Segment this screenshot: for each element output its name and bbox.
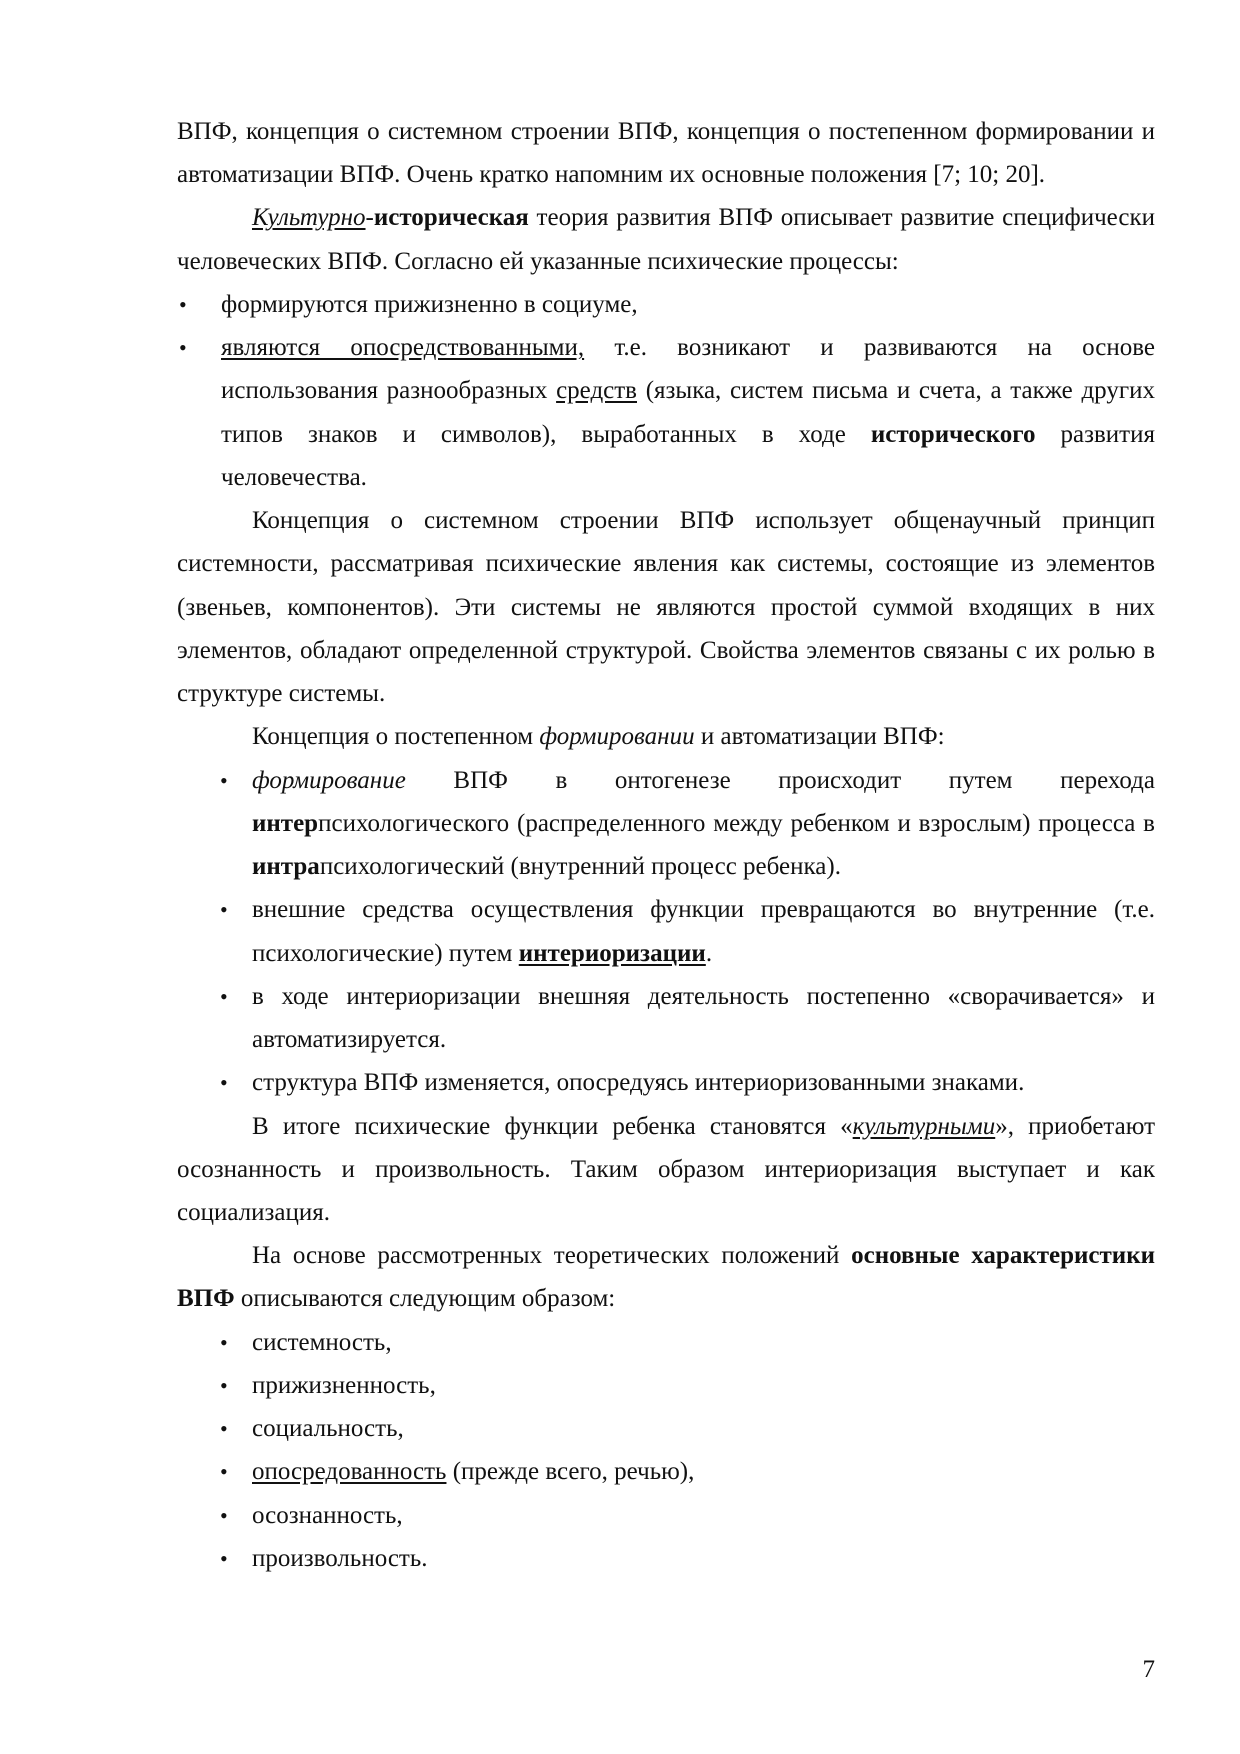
text-line: [252, 499, 1155, 542]
text-run: интер: [252, 809, 319, 837]
text-run: структуре системы.: [177, 680, 386, 708]
text-run: исторического: [870, 420, 1036, 448]
text-run: человечества.: [221, 463, 367, 491]
text-run: (языка, систем письма и счета, а также других: [637, 377, 1155, 405]
text-run: автоматизации ВПФ. Очень кратко напомним их основные положения [7; 10; 20].: [177, 161, 1046, 189]
text-line: [179, 326, 1155, 369]
bullet-icon: •: [220, 1329, 228, 1355]
bullet-icon: •: [179, 291, 187, 317]
text-run: культурными: [852, 1112, 996, 1140]
text-line: [220, 759, 1155, 802]
text-run: ВПФ, концепция о системном строении ВПФ, концепция о постепенном формировании и: [177, 118, 1155, 145]
text-line: [221, 369, 1155, 412]
text-line: [177, 586, 1155, 629]
text-run: человеческих ВПФ. Согласно ей указанные психические процессы:: [177, 247, 899, 275]
text-run: основные характеристики: [851, 1242, 1156, 1270]
text-line: [177, 1277, 1155, 1320]
text-line: [220, 975, 1155, 1018]
text-run: средств: [556, 377, 637, 405]
text-run: (звеньев, компонентов). Эти системы не являются простой суммой входящих в них: [177, 593, 1155, 621]
text-run: историческая: [373, 204, 529, 232]
text-run: внешние средства осуществления функции превращаются во внутренние (т.е.: [252, 896, 1155, 924]
text-run: Концепция о постепенном: [252, 723, 540, 751]
text-run: Концепция о системном строении ВПФ использует общенаучный принцип: [252, 507, 1155, 535]
bullet-icon: •: [220, 1372, 228, 1398]
text-run: структура ВПФ изменяется, опосредуясь интериоризованными знаками.: [252, 1069, 1025, 1097]
text-run: психологического (распределенного между ребенком и взрослым) процесса в: [318, 809, 1155, 837]
text-line: [177, 153, 1155, 196]
text-line: [177, 542, 1155, 585]
text-run: (прежде всего, речью),: [446, 1458, 695, 1486]
text-run: осознанность и произвольность. Таким образом интериоризация выступает и как: [177, 1155, 1155, 1183]
text-line: [177, 629, 1155, 672]
text-line: [252, 715, 1155, 758]
text-run: ВПФ в онтогенезе происходит путем перехода: [405, 766, 1155, 794]
text-run: социальность,: [252, 1415, 404, 1443]
text-run: ВПФ: [177, 1285, 235, 1313]
bullet-icon: •: [220, 1459, 228, 1485]
text-run: являются опосредствованными,: [221, 334, 585, 362]
bullet-icon: •: [220, 767, 228, 793]
text-run: Культурно: [252, 204, 366, 232]
text-run: психологический (внутренний процесс ребенка).: [319, 853, 841, 881]
text-run: и автоматизации ВПФ:: [694, 723, 945, 751]
bullet-icon: •: [220, 897, 228, 923]
text-run: -: [365, 204, 374, 232]
text-line: [220, 888, 1155, 931]
text-run: осознанность,: [252, 1501, 403, 1529]
text-run: формируются прижизненно в социуме,: [221, 290, 638, 318]
bullet-icon: •: [220, 1545, 228, 1571]
text-line: [220, 1407, 1155, 1450]
bullet-icon: •: [220, 1502, 228, 1528]
text-line: [220, 1061, 1155, 1104]
text-run: теория развития ВПФ описывает развитие специфически: [528, 204, 1155, 232]
text-line: [179, 283, 1155, 326]
text-run: т.е. возникают и развиваются на основе: [584, 334, 1155, 362]
text-run: автоматизируется.: [252, 1026, 447, 1054]
text-line: [220, 1537, 1155, 1580]
text-run: формирование: [252, 766, 406, 794]
bullet-icon: •: [220, 983, 228, 1009]
text-line: [177, 110, 1155, 153]
text-run: элементов, обладают определенной структурой. Свойства элементов связаны с их ролью в: [177, 636, 1155, 664]
text-run: опосредованность: [252, 1458, 447, 1486]
text-line: [252, 845, 1155, 888]
text-run: произвольность.: [252, 1544, 428, 1572]
text-run: прижизненность,: [252, 1371, 436, 1399]
text-run: В итоге психические функции ребенка становятся «: [252, 1112, 853, 1140]
bullet-icon: •: [220, 1416, 228, 1442]
text-line: [221, 413, 1155, 456]
text-line: [177, 1148, 1155, 1191]
text-line: [220, 1494, 1155, 1537]
text-run: На основе рассмотренных теоретических положений: [252, 1242, 852, 1270]
text-line: [221, 456, 1155, 499]
bullet-icon: •: [179, 335, 187, 361]
text-run: социализация.: [177, 1199, 331, 1226]
text-line: [252, 1234, 1155, 1277]
text-line: [252, 1105, 1155, 1148]
text-run: системности, рассматривая психические явления как системы, состоящие из элементов: [177, 550, 1155, 578]
text-run: типов знаков и символов), выработанных в ходе: [221, 420, 871, 448]
page-number: 7: [1142, 1656, 1155, 1683]
text-run: интериоризации: [518, 939, 706, 967]
text-line: [252, 196, 1155, 239]
text-line: [177, 672, 1155, 715]
text-line: [220, 1321, 1155, 1364]
text-line: [252, 1018, 1155, 1061]
text-run: в ходе интериоризации внешняя деятельность постепенно «сворачивается» и: [252, 982, 1155, 1010]
text-line: [252, 802, 1155, 845]
text-line: [177, 1191, 1155, 1234]
text-run: развития: [1035, 420, 1155, 448]
text-run: описываются следующим образом:: [234, 1285, 616, 1313]
text-run: использования разнообразных: [221, 377, 557, 405]
text-run: », приобетают: [995, 1112, 1156, 1140]
text-run: системность,: [252, 1328, 392, 1356]
text-run: .: [705, 939, 713, 967]
text-run: формировании: [539, 723, 695, 751]
text-line: [252, 932, 1155, 975]
bullet-icon: •: [220, 1070, 228, 1096]
text-run: психологические) путем: [252, 939, 519, 967]
text-run: интра: [252, 853, 320, 881]
text-line: [177, 240, 1155, 283]
text-line: [220, 1450, 1155, 1493]
text-line: [220, 1364, 1155, 1407]
